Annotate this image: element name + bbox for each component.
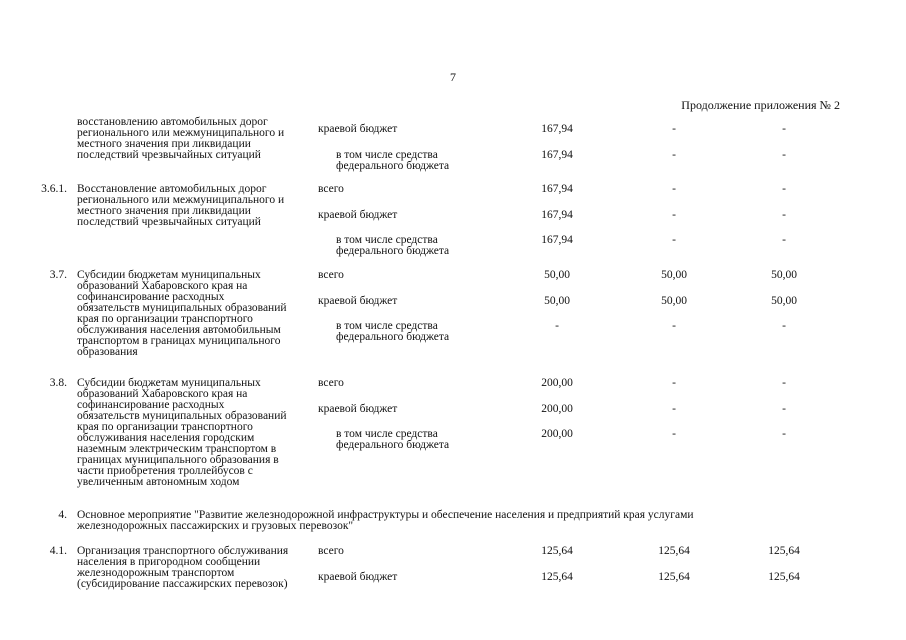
amount-cell: -	[672, 149, 676, 161]
row-description-line: регионального или межмуниципального и	[77, 194, 285, 206]
funding-source-label: всего	[318, 269, 344, 281]
row-description-line: Субсидии бюджетам муниципальных	[77, 377, 261, 389]
amount-cell: -	[782, 234, 786, 246]
row-description-line: обязательств муниципальных образований	[77, 410, 287, 422]
row-code: 4.	[58, 509, 67, 521]
funding-source-label: федерального бюджета	[336, 160, 450, 172]
amount-cell: 167,94	[541, 183, 573, 195]
row-description-line: железнодорожным транспортом	[77, 567, 235, 579]
amount-cell: -	[672, 428, 676, 440]
amount-cell: 200,00	[541, 377, 573, 389]
amount-cell: -	[782, 209, 786, 221]
row-code: 3.8.	[49, 377, 67, 389]
row-code: 4.1.	[49, 545, 67, 557]
row-description-line: обслуживания населения автомобильным	[77, 324, 281, 336]
amount-cell: -	[672, 209, 676, 221]
funding-source-label: краевой бюджет	[318, 571, 398, 583]
amount-cell: -	[672, 403, 676, 415]
row-description-line: последствий чрезвычайных ситуаций	[77, 149, 261, 161]
row-description-line: образований Хабаровского края на	[77, 388, 248, 400]
amount-cell: -	[782, 377, 786, 389]
row-description-line: последствий чрезвычайных ситуаций	[77, 216, 261, 228]
row-description-line: обязательств муниципальных образований	[77, 302, 287, 314]
amount-cell: 125,64	[541, 571, 573, 583]
amount-cell: -	[782, 403, 786, 415]
amount-cell: 167,94	[541, 149, 573, 161]
amount-cell: 125,64	[658, 545, 690, 557]
amount-cell: 125,64	[768, 571, 800, 583]
funding-source-label: всего	[318, 183, 344, 195]
amount-cell: 167,94	[541, 209, 573, 221]
row-description-line: железнодорожных пассажирских и грузовых перевозок"	[77, 520, 354, 532]
amount-cell: -	[672, 320, 676, 332]
row-description-line: обслуживания населения городским	[77, 432, 255, 444]
row-description-line: местного значения при ликвидации	[77, 138, 251, 150]
amount-cell: -	[555, 320, 559, 332]
funding-source-label: краевой бюджет	[318, 295, 398, 307]
row-description-line: образований Хабаровского края на	[77, 280, 248, 292]
row-description-line: (субсидирование пассажирских перевозок)	[77, 578, 288, 590]
funding-source-label: в том числе средства	[336, 149, 438, 161]
amount-cell: -	[782, 320, 786, 332]
amount-cell: 50,00	[544, 295, 570, 307]
amount-cell: 200,00	[541, 428, 573, 440]
amount-cell: -	[672, 377, 676, 389]
funding-source-label: в том числе средства	[336, 428, 438, 440]
row-description-line: транспортом в границах муниципального	[77, 335, 281, 347]
row-description-line: софинансирование расходных	[77, 399, 225, 411]
funding-source-label: федерального бюджета	[336, 331, 450, 343]
row-description-line: восстановлению автомобильных дорог	[77, 116, 268, 128]
amount-cell: -	[672, 123, 676, 135]
row-description-line: края по организации транспортного	[77, 313, 253, 325]
funding-source-label: краевой бюджет	[318, 403, 398, 415]
funding-source-label: в том числе средства	[336, 320, 438, 332]
row-description-line: населения в пригородном сообщении	[77, 556, 261, 568]
amount-cell: -	[782, 428, 786, 440]
amount-cell: 200,00	[541, 403, 573, 415]
row-description-line: границах муниципального образования в	[77, 454, 279, 466]
amount-cell: 50,00	[771, 269, 797, 281]
page-number: 7	[450, 70, 456, 84]
funding-source-label: краевой бюджет	[318, 123, 398, 135]
amount-cell: -	[782, 149, 786, 161]
funding-source-label: федерального бюджета	[336, 245, 450, 257]
funding-source-label: всего	[318, 545, 344, 557]
row-description-line: местного значения при ликвидации	[77, 205, 251, 217]
amount-cell: -	[782, 123, 786, 135]
amount-cell: 50,00	[661, 269, 687, 281]
row-code: 3.6.1.	[41, 183, 67, 195]
amount-cell: 167,94	[541, 234, 573, 246]
amount-cell: 125,64	[768, 545, 800, 557]
row-description-line: наземным электрическим транспортом в	[77, 443, 277, 455]
amount-cell: -	[672, 183, 676, 195]
row-description-line: регионального или межмуниципального и	[77, 127, 285, 139]
amount-cell: 50,00	[771, 295, 797, 307]
row-description-line: Восстановление автомобильных дорог	[77, 183, 267, 195]
funding-source-label: в том числе средства	[336, 234, 438, 246]
row-description-line: образования	[77, 346, 138, 358]
amount-cell: -	[672, 234, 676, 246]
row-code: 3.7.	[49, 269, 67, 281]
row-description-line: увеличенным автономным ходом	[77, 476, 240, 488]
continuation-label: Продолжение приложения № 2	[681, 98, 840, 112]
row-description-line: Организация транспортного обслуживания	[77, 545, 289, 557]
row-description-line: Субсидии бюджетам муниципальных	[77, 269, 261, 281]
funding-source-label: краевой бюджет	[318, 209, 398, 221]
row-description-line: части приобретения троллейбусов с	[77, 465, 253, 477]
amount-cell: 125,64	[658, 571, 690, 583]
amount-cell: 167,94	[541, 123, 573, 135]
amount-cell: 125,64	[541, 545, 573, 557]
amount-cell: -	[782, 183, 786, 195]
row-description-line: софинансирование расходных	[77, 291, 225, 303]
amount-cell: 50,00	[661, 295, 687, 307]
funding-source-label: федерального бюджета	[336, 439, 450, 451]
funding-source-label: всего	[318, 377, 344, 389]
amount-cell: 50,00	[544, 269, 570, 281]
row-description-line: края по организации транспортного	[77, 421, 253, 433]
row-description-line: Основное мероприятие "Развитие железнодорожной инфраструктуры и обеспечение населения и предприятий края услугами	[77, 509, 694, 521]
